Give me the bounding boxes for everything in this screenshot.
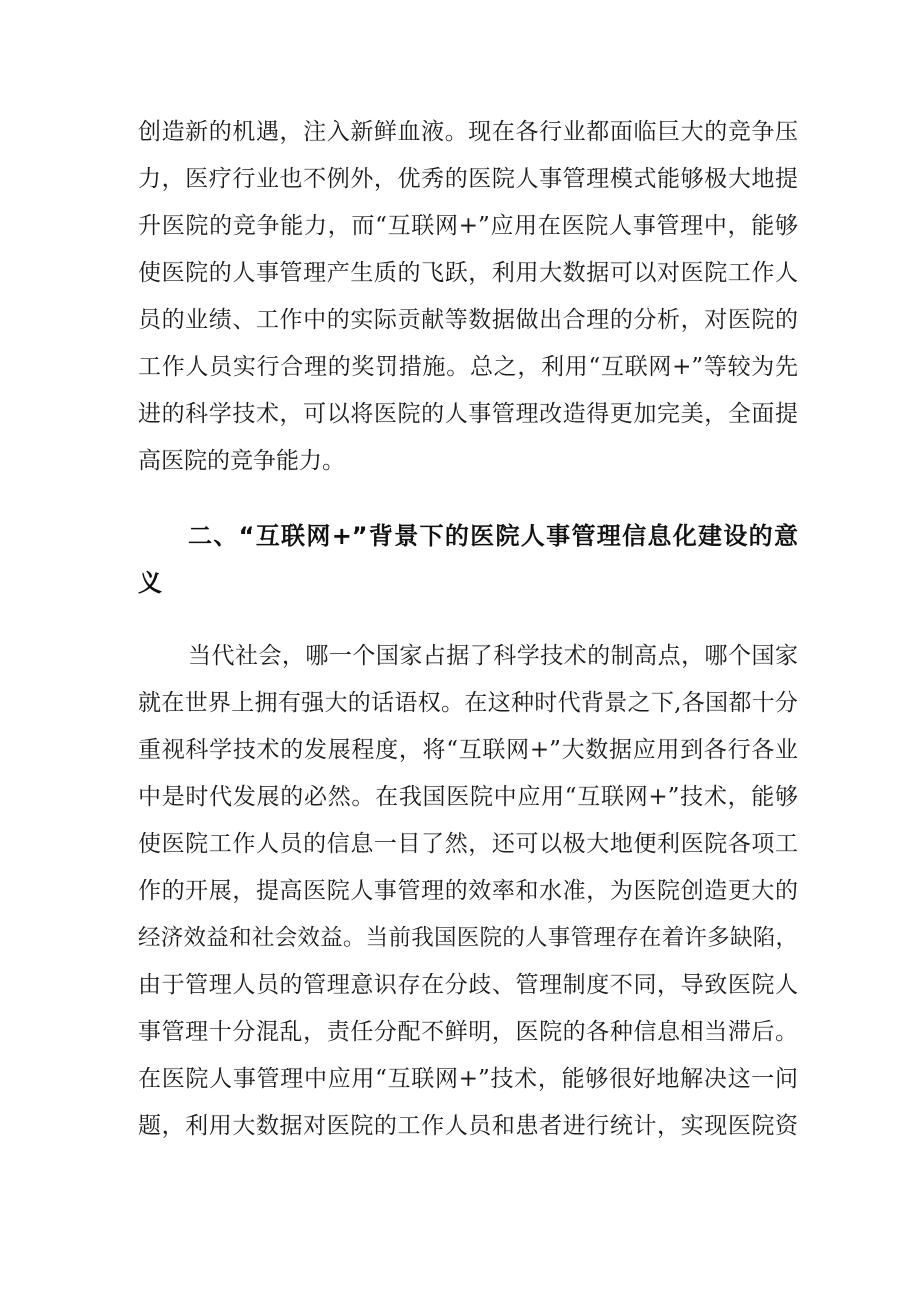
paragraph-line: 中是时代发展的必然。在我国医院中应用“互联网+”技术，能够: [138, 784, 798, 810]
paragraph-line: 由于管理人员的管理意识存在分歧、管理制度不同，导致医院人: [138, 972, 798, 998]
paragraph-line: 创造新的机遇，注入新鲜血液。现在各行业都面临巨大的竞争压: [138, 119, 798, 145]
paragraph-line: 进的科学技术，可以将医院的人事管理改造得更加完美，全面提: [138, 401, 798, 427]
paragraph-line: 使医院的人事管理产生质的飞跃，利用大数据可以对医院工作人: [138, 260, 798, 286]
paragraph-line: 力，医疗行业也不例外，优秀的医院人事管理模式能够极大地提: [138, 166, 798, 192]
paragraph-line: 经济效益和社会效益。当前我国医院的人事管理存在着许多缺陷，: [138, 925, 798, 951]
paragraph-line: 工作人员实行合理的奖罚措施。总之，利用“互联网+”等较为先: [138, 354, 798, 380]
paragraph-line: 重视科学技术的发展程度，将“互联网+”大数据应用到各行各业: [138, 737, 798, 763]
paragraph-line: 高医院的竞争能力。: [138, 448, 345, 474]
paragraph-line: 就在世界上拥有强大的话语权。在这种时代背景之下,各国都十分: [138, 690, 798, 716]
paragraph-line: 作的开展，提高医院人事管理的效率和水准，为医院创造更大的: [138, 878, 798, 904]
paragraph-line: 员的业绩、工作中的实际贡献等数据做出合理的分析，对医院的: [138, 307, 798, 333]
paragraph-line: 使医院工作人员的信息一目了然，还可以极大地便利医院各项工: [138, 831, 798, 857]
paragraph-line: 当代社会，哪一个国家占据了科学技术的制高点，哪个国家: [188, 643, 798, 669]
paragraph-line: 题，利用大数据对医院的工作人员和患者进行统计，实现医院资: [138, 1113, 798, 1139]
paragraph-line: 在医院人事管理中应用“互联网+”技术，能够很好地解决这一问: [138, 1066, 798, 1092]
section-heading-line: 义: [138, 569, 162, 597]
paragraph-line: 事管理十分混乱，责任分配不鲜明，医院的各种信息相当滞后。: [138, 1019, 798, 1045]
paragraph-line: 升医院的竞争能力，而“互联网+”应用在医院人事管理中，能够: [138, 213, 798, 239]
section-heading-line: 二、“互联网+”背景下的医院人事管理信息化建设的意: [188, 522, 798, 550]
